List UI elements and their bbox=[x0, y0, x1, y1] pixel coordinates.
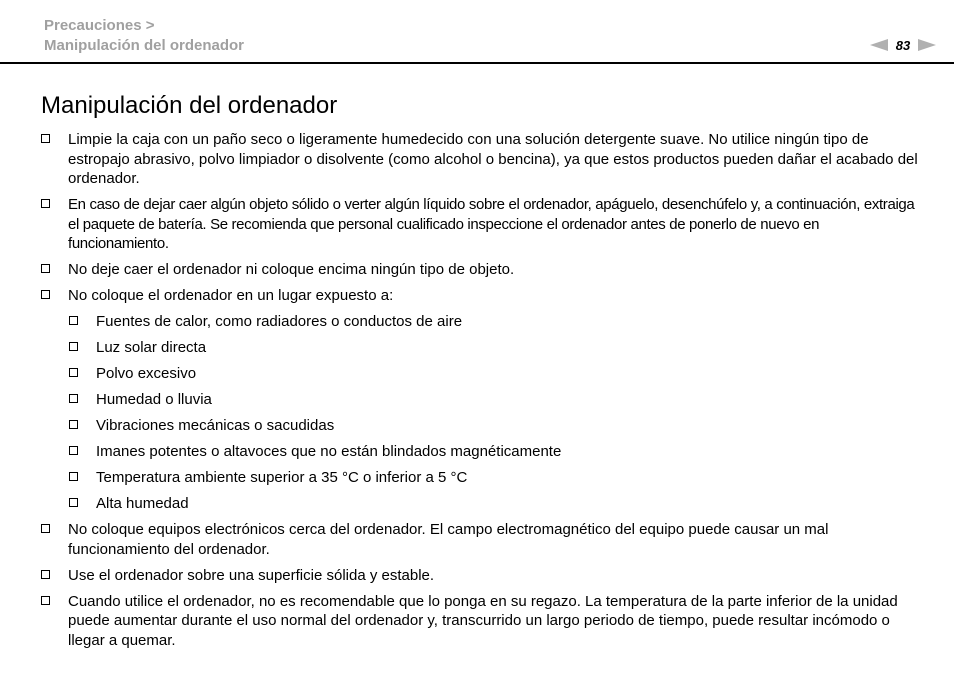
checkbox-bullet-icon bbox=[69, 394, 78, 403]
list-item-text: En caso de dejar caer algún objeto sólido o verter algún líquido sobre el ordenador, apáguelo, desenchúfelo y, a continuación, extraiga el paquete de batería. Se recomienda que personal cualificado inspeccione el ordenador antes de ponerlo de nuevo en funcionamiento. bbox=[68, 196, 915, 252]
list-item bbox=[40, 566, 920, 586]
list-item-text: Limpie la caja con un paño seco o ligeramente humedecido con una solución detergente suave. No utilice ningún tipo de estropajo abrasivo, polvo limpiador o disolvente (como alcohol o bencina), ya que estos productos pueden dañar el acabado del ordenador. bbox=[68, 131, 918, 187]
list-item bbox=[40, 130, 920, 189]
exposure-sublist bbox=[68, 312, 920, 514]
list-item-text: No coloque el ordenador en un lugar expuesto a: bbox=[68, 287, 394, 304]
checkbox-bullet-icon bbox=[41, 199, 50, 208]
sub-list-item bbox=[68, 416, 920, 436]
checkbox-bullet-icon bbox=[69, 420, 78, 429]
precautions-list bbox=[40, 130, 920, 657]
next-page-arrow-icon[interactable] bbox=[918, 39, 936, 51]
breadcrumb bbox=[44, 16, 244, 55]
list-item-text: Cuando utilice el ordenador, no es recomendable que lo ponga en su regazo. La temperatura de la parte inferior de la unidad puede aumentar durante el uso normal del ordenador y, transcurrido un largo periodo de tiempo, puede resultar incómodo o llegar a quemar. bbox=[68, 592, 898, 649]
breadcrumb-parent[interactable]: Precauciones > bbox=[44, 17, 155, 34]
sub-list-item bbox=[68, 442, 920, 462]
checkbox-bullet-icon bbox=[41, 134, 50, 143]
sub-list-item-text: Humedad o lluvia bbox=[96, 391, 212, 408]
page-number: 83 bbox=[895, 37, 911, 53]
sub-list-item-text: Vibraciones mecánicas o sacudidas bbox=[96, 417, 335, 434]
list-item bbox=[40, 592, 920, 651]
list-item bbox=[40, 195, 920, 254]
checkbox-bullet-icon bbox=[41, 290, 50, 299]
list-item bbox=[40, 286, 920, 306]
checkbox-bullet-icon bbox=[69, 472, 78, 481]
checkbox-bullet-icon bbox=[69, 446, 78, 455]
checkbox-bullet-icon bbox=[69, 498, 78, 507]
sub-list-item bbox=[68, 338, 920, 358]
sub-list-item-text: Fuentes de calor, como radiadores o conductos de aire bbox=[96, 313, 463, 330]
list-item bbox=[40, 260, 920, 280]
sub-list-item bbox=[68, 468, 920, 488]
page-title: Manipulación del ordenador bbox=[41, 92, 338, 119]
checkbox-bullet-icon bbox=[69, 368, 78, 377]
sub-list-item-text: Polvo excesivo bbox=[96, 365, 197, 382]
page-navigation bbox=[870, 37, 936, 53]
checkbox-bullet-icon bbox=[41, 524, 50, 533]
sub-list-item-text: Imanes potentes o altavoces que no están blindados magnéticamente bbox=[96, 443, 562, 460]
previous-page-arrow-icon[interactable] bbox=[870, 39, 888, 51]
sub-list-item-text: Alta humedad bbox=[96, 495, 189, 512]
sub-list-item bbox=[68, 312, 920, 332]
breadcrumb-current: Manipulación del ordenador bbox=[44, 36, 245, 54]
sub-list-item-text: Temperatura ambiente superior a 35 °C o inferior a 5 °C bbox=[96, 469, 468, 486]
checkbox-bullet-icon bbox=[41, 264, 50, 273]
checkbox-bullet-icon bbox=[41, 596, 50, 605]
checkbox-bullet-icon bbox=[69, 342, 78, 351]
sub-list-item-text: Luz solar directa bbox=[96, 339, 207, 356]
list-item-text: No coloque equipos electrónicos cerca del ordenador. El campo electromagnético del equipo puede causar un mal funcionamiento del ordenador. bbox=[68, 521, 829, 558]
list-item-text: Use el ordenador sobre una superficie sólida y estable. bbox=[68, 566, 435, 584]
list-item-text: No deje caer el ordenador ni coloque encima ningún tipo de objeto. bbox=[68, 261, 515, 278]
checkbox-bullet-icon bbox=[69, 316, 78, 325]
sub-list-item bbox=[68, 364, 920, 384]
header-divider bbox=[0, 62, 954, 64]
sub-list-item bbox=[68, 390, 920, 410]
sub-list-item bbox=[68, 494, 920, 514]
checkbox-bullet-icon bbox=[41, 570, 50, 579]
list-item bbox=[40, 520, 920, 559]
